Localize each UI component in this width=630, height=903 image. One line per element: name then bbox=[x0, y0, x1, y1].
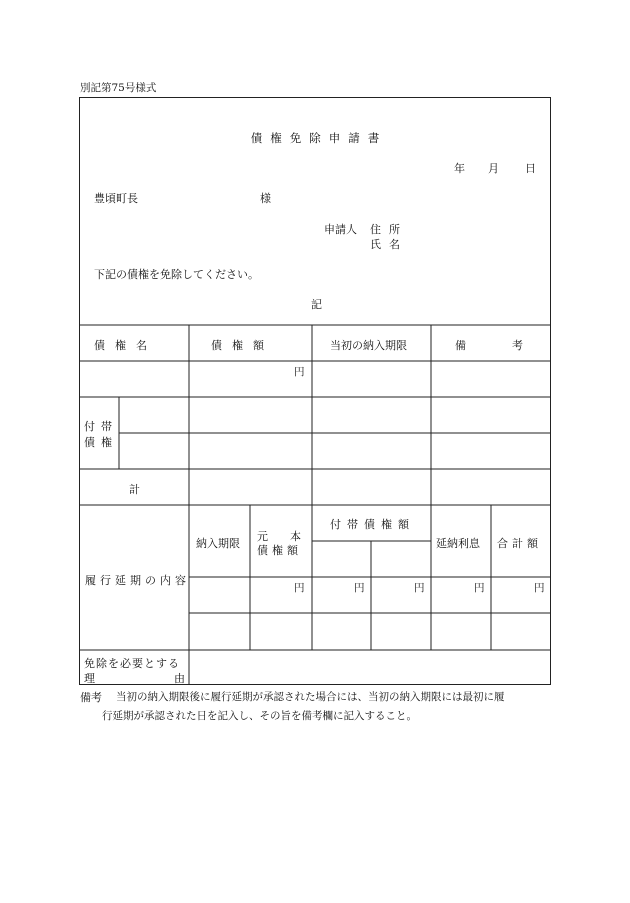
late-interest-header: 延納利息 bbox=[436, 537, 480, 550]
reason-label-line2-right: 由 bbox=[174, 672, 185, 685]
name-label: 氏名 bbox=[370, 238, 408, 251]
attached-bond-label-line1: 付帯 bbox=[84, 420, 118, 433]
date-month-label: 月 bbox=[488, 162, 499, 175]
principal-header-line2: 債権額 bbox=[257, 544, 302, 557]
attached-bond-label-line2: 債権 bbox=[84, 436, 118, 449]
yen-unit-sum: 円 bbox=[534, 582, 545, 594]
ki-label: 記 bbox=[311, 298, 322, 311]
yen-unit-principal: 円 bbox=[294, 582, 305, 594]
header-original-due-date: 当初の納入期限 bbox=[330, 339, 407, 352]
sum-header: 合計額 bbox=[497, 537, 542, 550]
extension-due-date-header: 納入期限 bbox=[196, 537, 240, 550]
document-title: 債権免除申請書 bbox=[250, 131, 388, 145]
header-bond-name: 債権名 bbox=[94, 339, 157, 352]
header-bond-amount: 債権額 bbox=[211, 339, 274, 352]
notes-text-line2: 行延期が承認された日を記入し、その旨を備考欄に記入すること。 bbox=[102, 710, 417, 722]
principal-header-line1: 元 本 bbox=[257, 530, 301, 543]
yen-unit-attached-2: 円 bbox=[414, 582, 425, 594]
reason-label-line2-left: 理 bbox=[84, 672, 95, 685]
yen-unit-bond-amount: 円 bbox=[294, 366, 305, 378]
applicant-label: 申請人 bbox=[324, 223, 357, 236]
request-sentence: 下記の債権を免除してください。 bbox=[94, 268, 259, 281]
notes-text-line1: 当初の納入期限後に履行延期が承認された場合には、当初の納入期限には最初に履 bbox=[116, 691, 505, 703]
header-remarks: 備考 bbox=[455, 339, 569, 352]
total-label: 計 bbox=[129, 483, 140, 496]
form-number-label: 別記第75号様式 bbox=[80, 82, 157, 94]
address-label: 住所 bbox=[370, 223, 408, 236]
notes-title: 備考 bbox=[80, 691, 102, 704]
yen-unit-attached-1: 円 bbox=[354, 582, 365, 594]
yen-unit-late-interest: 円 bbox=[474, 582, 485, 594]
honorific: 様 bbox=[260, 192, 271, 205]
date-day-label: 日 bbox=[525, 162, 536, 175]
addressee: 豊頃町長 bbox=[94, 192, 138, 205]
extension-content-label: 履行延期の内容 bbox=[85, 574, 190, 587]
attached-amount-header: 付帯債権額 bbox=[330, 518, 415, 531]
date-year-label: 年 bbox=[454, 162, 465, 175]
reason-label-line1: 免除を必要とする bbox=[84, 657, 180, 670]
